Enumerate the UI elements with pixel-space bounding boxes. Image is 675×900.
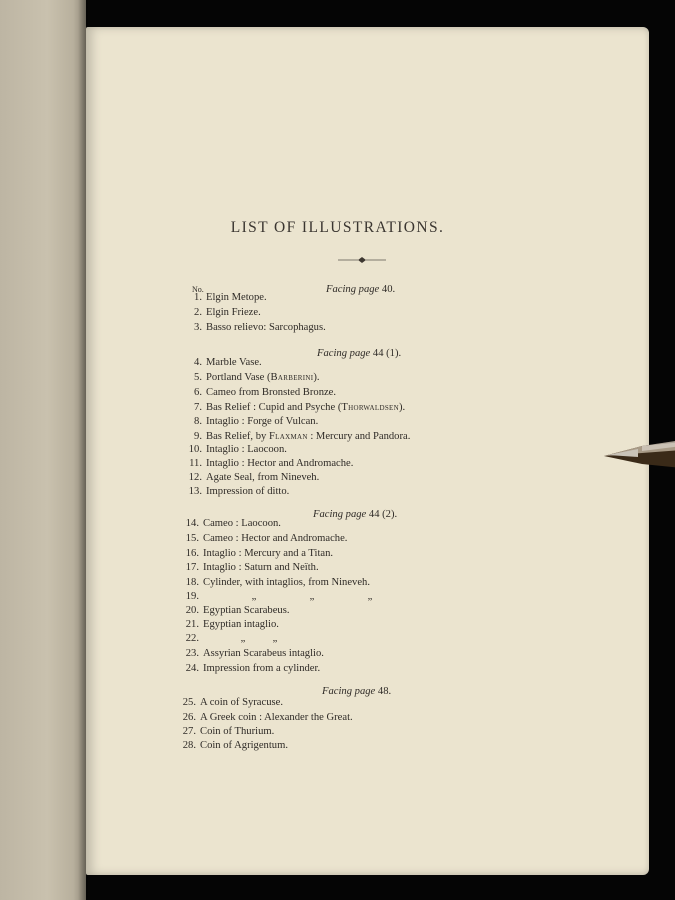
section-heading: Facing page 44 (2). (313, 509, 398, 520)
list-item: 8. Intaglio : Forge of Vulcan. (194, 416, 319, 427)
list-item: 12. Agate Seal, from Nineveh. (188, 472, 320, 483)
list-item: 10. Intaglio : Laocoon. (188, 444, 287, 455)
number-column-label: No. (192, 285, 204, 294)
list-item: 2. Elgin Frieze. (194, 307, 261, 318)
list-item: 13. Impression of ditto. (188, 486, 290, 497)
list-item: 6. Cameo from Bronsted Bronze. (194, 387, 337, 398)
list-item: 4. Marble Vase. (194, 357, 262, 368)
section-heading: Facing page 48. (322, 686, 392, 697)
list-item: 15. Cameo : Hector and Andromache. (185, 533, 348, 544)
page-title: LIST OF ILLUSTRATIONS. (230, 219, 445, 236)
list-item: 18. Cylinder, with intaglios, from Nineveh. (185, 577, 370, 588)
list-item: 1. Elgin Metope. (194, 292, 267, 303)
list-item: 22. „ „ (185, 633, 278, 644)
list-item: 17. Intaglio : Saturn and Neïth. (185, 562, 319, 573)
list-item: 25. A coin of Syracuse. (182, 697, 283, 708)
list-item: 7. Bas Relief : Cupid and Psyche (Thorwaldsen). (194, 402, 406, 413)
pen-tip-icon (602, 432, 675, 474)
list-item: 14. Cameo : Laocoon. (185, 518, 281, 529)
list-item: 27. Coin of Thurium. (182, 726, 275, 737)
list-item: 20. Egyptian Scarabeus. (185, 605, 290, 616)
section-heading: Facing page 40. (326, 284, 396, 295)
ornament-divider-icon (338, 255, 386, 265)
list-item: 5. Portland Vase (Barberini). (194, 372, 320, 383)
list-item: 28. Coin of Agrigentum. (182, 740, 288, 751)
list-item: 19. „ „ „ (185, 591, 373, 602)
list-item: 3. Basso relievo: Sarcophagus. (194, 322, 326, 333)
list-item: 21. Egyptian intaglio. (185, 619, 279, 630)
list-item: 11. Intaglio : Hector and Andromache. (189, 458, 354, 469)
list-item: 23. Assyrian Scarabeus intaglio. (185, 648, 324, 659)
left-page (0, 0, 86, 900)
list-item: 16. Intaglio : Mercury and a Titan. (185, 548, 334, 559)
list-item: 24. Impression from a cylinder. (185, 663, 321, 674)
list-item: 9. Bas Relief, by Flaxman : Mercury and Pandora. (194, 431, 411, 442)
section-heading: Facing page 44 (1). (317, 348, 402, 359)
list-item: 26. A Greek coin : Alexander the Great. (182, 712, 353, 723)
